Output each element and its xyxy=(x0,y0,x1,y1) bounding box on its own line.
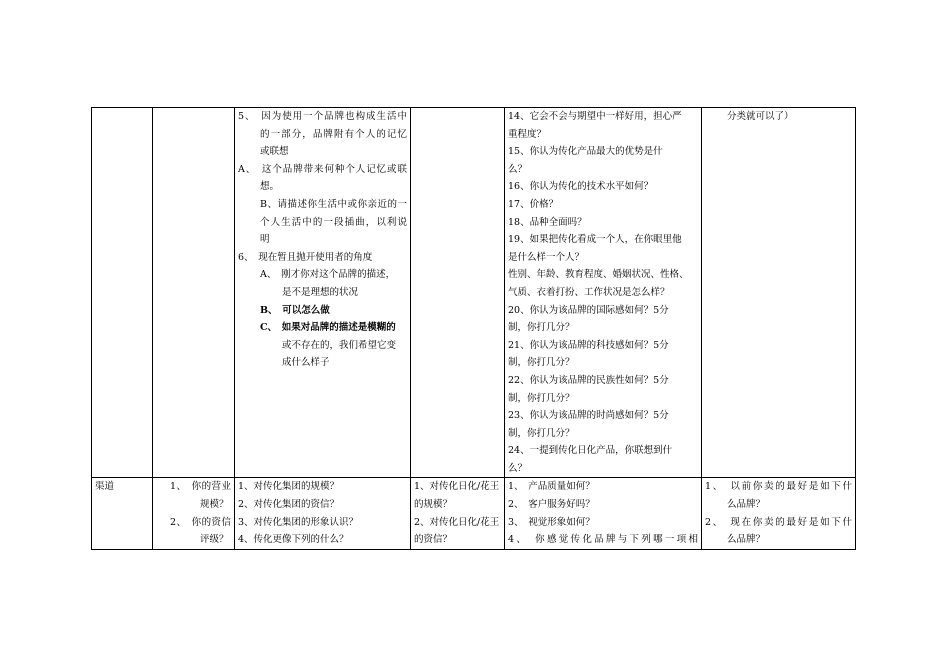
row-header-channel: 渠道 xyxy=(95,481,115,493)
table-cell xyxy=(702,108,856,478)
cell-line: 分类就可以了） xyxy=(727,111,794,122)
questionnaire-table xyxy=(91,107,856,550)
cell-line: 么品牌？ xyxy=(727,499,766,511)
table-cell xyxy=(505,108,702,478)
cell-line: 的规模？ xyxy=(414,499,453,511)
cell-line: 的资信？ xyxy=(414,534,453,546)
cell-line: 4、 你感觉传化品牌与下列哪一项相 xyxy=(508,534,698,546)
cell-line: 的一部分，品牌附有个人的记忆 xyxy=(260,128,407,140)
cell-line: 23、你认为该品牌的时尚感如何？5分 xyxy=(508,410,669,422)
cell-line: 4、传化更像下列的什么？ xyxy=(238,534,349,546)
table-cell xyxy=(92,478,153,550)
cell-line: 19、如果把传化看成一个人，在你眼里他 xyxy=(508,234,682,246)
cell-line: 14、它会不会与期望中一样好用，担心严 xyxy=(508,111,682,122)
cell-line: 15、你认为传化产品最大的优势是什 xyxy=(508,146,663,158)
cell-line: 制，你打几分？ xyxy=(508,427,575,439)
cell-line: 是什么样一个人？ xyxy=(508,251,585,263)
table-cell xyxy=(702,478,856,550)
cell-line: 20、你认为该品牌的国际感如何？5分 xyxy=(508,304,669,316)
cell-line: B、请描述你生活中或你亲近的一 xyxy=(260,198,407,210)
cell-line: 想。 xyxy=(260,181,280,193)
cell-line: 2、对传化集团的资信？ xyxy=(238,499,340,511)
table-cell xyxy=(235,108,411,478)
cell-line: 2、 客户服务好吗？ xyxy=(508,499,595,511)
cell-line: 1、 以前你卖的最好是如下什 xyxy=(705,481,852,493)
cell-line: 17、价格？ xyxy=(508,198,559,210)
cell-line: 成什么样子 xyxy=(282,357,330,369)
cell-line: 24、一提到传化日化产品，你联想到什 xyxy=(508,445,673,457)
table-row xyxy=(92,478,856,550)
cell-line: 2、 现在你卖的最好是如下什 xyxy=(705,516,852,528)
cell-line: 2、 你的资信 xyxy=(170,516,231,528)
cell-line: 1、 产品质量如何？ xyxy=(508,481,595,493)
cell-line: 1、 你的营业 xyxy=(170,481,231,493)
cell-line: 个人生活中的一段插曲，以利说 xyxy=(260,216,407,228)
cell-line: 气质、衣着打扮、工作状况是怎么样？ xyxy=(508,286,670,298)
table-cell xyxy=(411,478,505,550)
cell-line: 3、 视觉形象如何？ xyxy=(508,516,595,528)
table-cell xyxy=(92,108,153,478)
cell-line: A、 这个品牌带来何种个人记忆或联 xyxy=(238,163,407,175)
cell-line: 5、 因为使用一个品牌也构成生活中 xyxy=(238,111,407,122)
cell-line: 么？ xyxy=(508,163,528,175)
cell-line: 1、对传化集团的规模？ xyxy=(238,481,340,493)
table-cell xyxy=(153,108,235,478)
cell-line: 重程度？ xyxy=(508,128,547,140)
cell-line: 或联想 xyxy=(260,146,289,158)
cell-line: 2、对传化日化/花王 xyxy=(414,516,500,528)
cell-line: 制，你打几分？ xyxy=(508,392,575,404)
cell-line: 21、你认为该品牌的科技感如何？5分 xyxy=(508,339,669,351)
cell-line: 或不存在的，我们希望它变 xyxy=(282,339,397,351)
cell-line: 16、你认为传化的技术水平如何？ xyxy=(508,181,654,193)
cell-line: 性别、年龄、教育程度、婚姻状况、性格、 xyxy=(508,269,689,281)
cell-line: B、 可以怎么做 xyxy=(260,304,330,316)
cell-line: C、 如果对品牌的描述是模糊的 xyxy=(260,322,396,334)
cell-line: 制，你打几分？ xyxy=(508,357,575,369)
cell-line: 制，你打几分？ xyxy=(508,322,575,334)
cell-line: 明 xyxy=(260,234,270,246)
table-cell xyxy=(235,478,411,550)
table-cell xyxy=(505,478,702,550)
cell-line: 规模？ xyxy=(200,499,229,511)
cell-line: 18、品种全面吗？ xyxy=(508,216,587,228)
cell-line: 么品牌？ xyxy=(727,534,766,546)
cell-line: 22、你认为该品牌的民族性如何？5分 xyxy=(508,374,669,386)
cell-line: A、 刚才你对这个品牌的描述， xyxy=(260,269,396,281)
table-cell xyxy=(411,108,505,478)
cell-line: 是不是理想的状况 xyxy=(282,286,359,298)
cell-line: 评级？ xyxy=(200,534,229,546)
cell-line: 6、 现在暂且抛开使用者的角度 xyxy=(238,251,373,263)
table-cell xyxy=(153,478,235,550)
table-row xyxy=(92,108,856,478)
cell-line: 1、对传化日化/花王 xyxy=(414,481,500,493)
cell-line: 么？ xyxy=(508,462,528,474)
cell-line: 3、对传化集团的形象认识？ xyxy=(238,516,359,528)
